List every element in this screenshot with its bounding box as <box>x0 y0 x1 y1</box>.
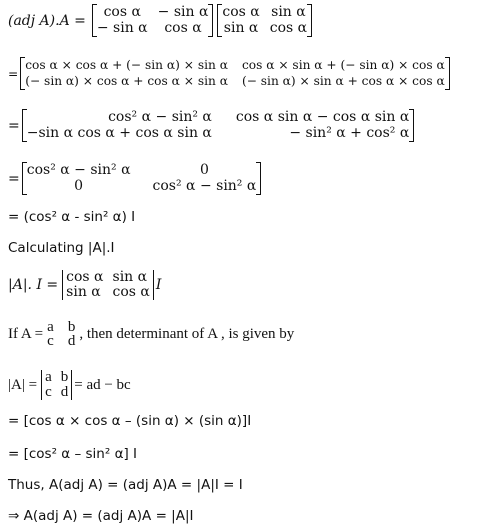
equation-lhs: (adj A).A = <box>8 12 86 29</box>
equals-sign: = <box>8 170 20 187</box>
matrix-cell: cos α sin α − cos α sin α <box>235 109 410 125</box>
if-a-equals: If A = <box>8 325 44 342</box>
det-a-times-i-equation <box>8 270 161 300</box>
determinant-clause: , then determinant of A , is given by <box>79 325 295 342</box>
matrix-cell: sin α <box>112 269 148 285</box>
matrix-cell: −sin α cos α + cos α sin α <box>26 125 212 141</box>
determinant-expansion: = [cos α × cos α – (sin α) × (sin α)]I <box>8 413 252 429</box>
matrix-cell: b <box>60 369 69 385</box>
equation-lhs: |A|. I = <box>8 277 59 293</box>
matrix-cell: cos α × cos α + (− sin α) × sin α <box>25 58 228 72</box>
matrix-cell: (− sin α) × cos α + cos α × sin α <box>25 74 228 88</box>
matrix-cell: − sin² α + cos² α <box>289 125 410 141</box>
matrix-product-expanded <box>20 58 449 89</box>
matrix-cell: − sin α <box>157 4 209 20</box>
product-simplified <box>8 110 416 141</box>
matrix-cell: d <box>67 333 76 349</box>
matrix-cell: sin α <box>66 284 101 300</box>
product-expansion <box>8 58 452 89</box>
adj-a-times-a-equation <box>8 5 314 36</box>
matrix-cell: cos² α − sin² α <box>108 109 212 125</box>
matrix-cell: cos α <box>269 20 308 36</box>
product-diagonal <box>8 163 263 194</box>
matrix-cell: cos² α − sin² α <box>152 178 257 194</box>
matrix-adj-a <box>92 5 214 36</box>
result-scalar-identity: = (cos² α - sin² α) I <box>8 209 136 225</box>
matrix-cell: cos² α − sin² α <box>26 162 131 178</box>
equals-sign: = <box>8 117 20 134</box>
matrix-cell: − sin α <box>96 20 148 36</box>
matrix-cell: 0 <box>199 162 209 178</box>
equation-lhs: |A| = <box>8 376 38 393</box>
equals-sign: = <box>8 66 19 81</box>
matrix-cell: cos α <box>103 4 141 20</box>
determinant-a <box>62 270 154 300</box>
identity-symbol: I <box>155 277 162 293</box>
generic-matrix <box>47 320 75 348</box>
matrix-product-simplified <box>22 110 415 141</box>
matrix-cell: sin α <box>271 4 306 20</box>
matrix-cell: c <box>47 333 54 349</box>
final-implication: ⇒ A(adj A) = (adj A)A = |A|I <box>8 508 194 524</box>
calculating-heading: Calculating |A|.I <box>8 240 115 256</box>
matrix-cell: cos α <box>164 20 202 36</box>
matrix-cell: (− sin α) × sin α + cos α × cos α <box>241 74 445 88</box>
matrix-cell: cos α <box>112 284 150 300</box>
matrix-cell: cos α × sin α + (− sin α) × cos α <box>241 58 445 72</box>
matrix-cell: b <box>67 319 76 335</box>
determinant-simplified: = [cos² α – sin² α] I <box>8 446 138 462</box>
matrix-a <box>217 5 312 36</box>
matrix-cell: d <box>60 384 69 400</box>
conclusion-statement: Thus, A(adj A) = (adj A)A = |A|I = I <box>8 477 243 493</box>
determinant-formula <box>8 370 131 400</box>
matrix-cell: cos α <box>222 4 260 20</box>
matrix-cell: a <box>47 319 54 335</box>
matrix-diagonal <box>22 163 262 194</box>
matrix-cell: c <box>45 384 52 400</box>
matrix-cell: 0 <box>74 178 84 194</box>
matrix-cell: sin α <box>223 20 259 36</box>
determinant-definition-text <box>8 320 294 348</box>
matrix-cell: a <box>45 369 52 385</box>
determinant-generic <box>41 370 72 400</box>
matrix-cell: cos α <box>66 269 104 285</box>
ad-minus-bc: = ad − bc <box>74 376 131 393</box>
